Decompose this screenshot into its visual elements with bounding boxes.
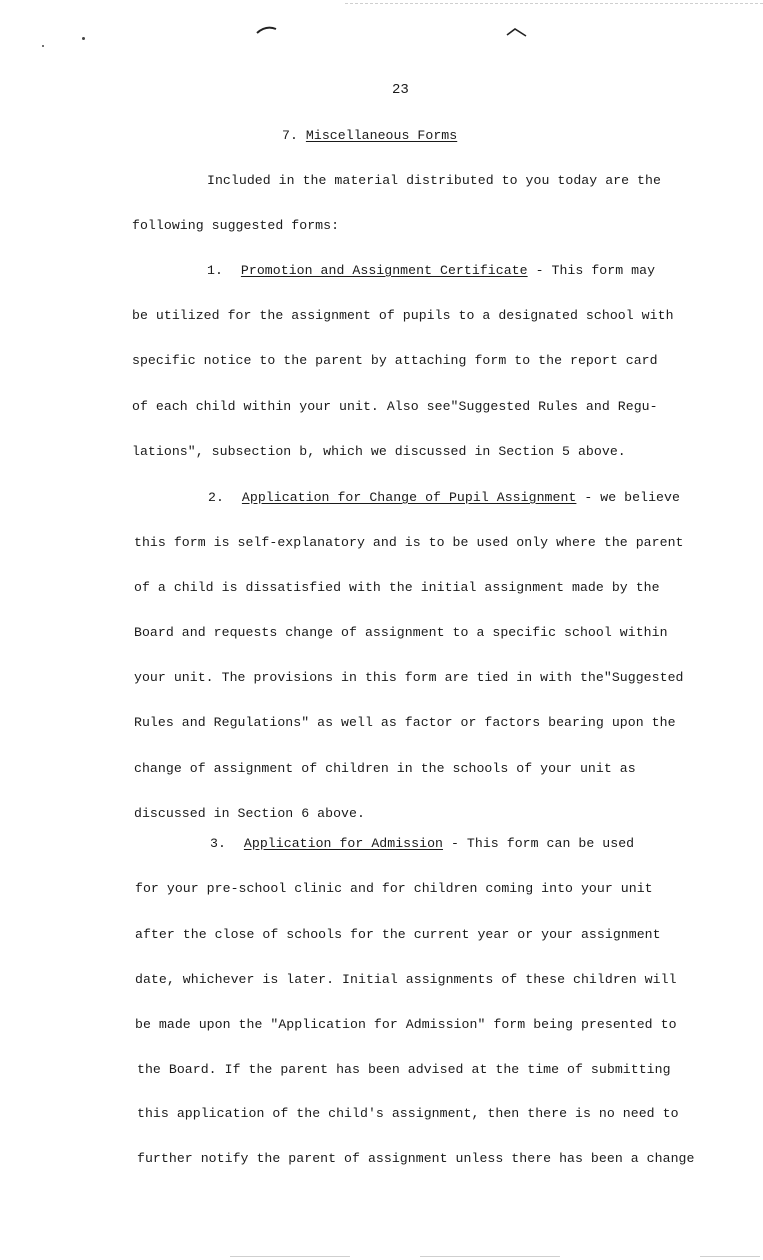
item-2-line: Board and requests change of assignment to a specific school within bbox=[134, 625, 668, 640]
item-3-title: Application for Admission bbox=[243, 836, 444, 851]
page-number: 23 bbox=[392, 82, 409, 98]
item-3-line: this application of the child's assignment, then there is no need to bbox=[137, 1106, 679, 1121]
item-1-line: specific notice to the parent by attaching form to the report card bbox=[132, 353, 658, 368]
item-2-title: Application for Change of Pupil Assignment bbox=[241, 490, 577, 505]
scan-edge-bottom bbox=[230, 1256, 350, 1257]
item-1-line: be utilized for the assignment of pupils to a designated school with bbox=[132, 308, 674, 323]
item-2-line: Rules and Regulations" as well as factor or factors bearing upon the bbox=[134, 715, 676, 730]
item-2-number: 2. bbox=[208, 490, 224, 505]
speck-mark bbox=[82, 37, 85, 40]
section-title: Miscellaneous Forms bbox=[305, 128, 458, 143]
item-1-line: lations", subsection b, which we discussed in Section 5 above. bbox=[132, 444, 626, 459]
binding-mark-right bbox=[505, 26, 529, 40]
item-2-lead: - we believe bbox=[576, 490, 680, 505]
item-2-line: discussed in Section 6 above. bbox=[134, 806, 365, 821]
item-1-number: 1. bbox=[207, 263, 223, 278]
intro-line: Included in the material distributed to you today are the bbox=[207, 173, 661, 188]
item-3-line: after the close of schools for the current year or your assignment bbox=[135, 927, 661, 942]
intro-line: following suggested forms: bbox=[132, 218, 340, 233]
item-2-line: this form is self-explanatory and is to be used only where the parent bbox=[134, 535, 684, 550]
item-3-heading bbox=[210, 836, 634, 851]
item-3-line: further notify the parent of assignment unless there has been a change bbox=[137, 1151, 695, 1166]
scan-edge-bottom bbox=[420, 1256, 560, 1257]
item-3-line: be made upon the "Application for Admission" form being presented to bbox=[135, 1017, 677, 1032]
item-1-title: Promotion and Assignment Certificate bbox=[240, 263, 528, 278]
speck-mark bbox=[42, 45, 44, 47]
item-3-line: date, whichever is later. Initial assignments of these children will bbox=[135, 972, 677, 987]
item-2-line: your unit. The provisions in this form are tied in with the"Suggested bbox=[134, 670, 684, 685]
item-2-line: of a child is dissatisfied with the initial assignment made by the bbox=[134, 580, 660, 595]
item-3-line: the Board. If the parent has been advised at the time of submitting bbox=[137, 1062, 671, 1077]
item-2-heading bbox=[208, 490, 680, 505]
item-3-lead: - This form can be used bbox=[443, 836, 635, 851]
item-3-line: for your pre-school clinic and for children coming into your unit bbox=[135, 881, 653, 896]
item-1-lead: - This form may bbox=[527, 263, 656, 278]
binding-mark-left bbox=[255, 24, 279, 36]
item-2-line: change of assignment of children in the schools of your unit as bbox=[134, 761, 636, 776]
section-number: 7. bbox=[282, 128, 298, 143]
scan-edge-bottom bbox=[700, 1256, 760, 1257]
item-3-number: 3. bbox=[210, 836, 226, 851]
scan-edge-top bbox=[345, 3, 763, 4]
item-1-heading bbox=[207, 263, 655, 278]
item-1-line: of each child within your unit. Also see"Suggested Rules and Regu- bbox=[132, 399, 658, 414]
section-heading bbox=[282, 128, 457, 143]
